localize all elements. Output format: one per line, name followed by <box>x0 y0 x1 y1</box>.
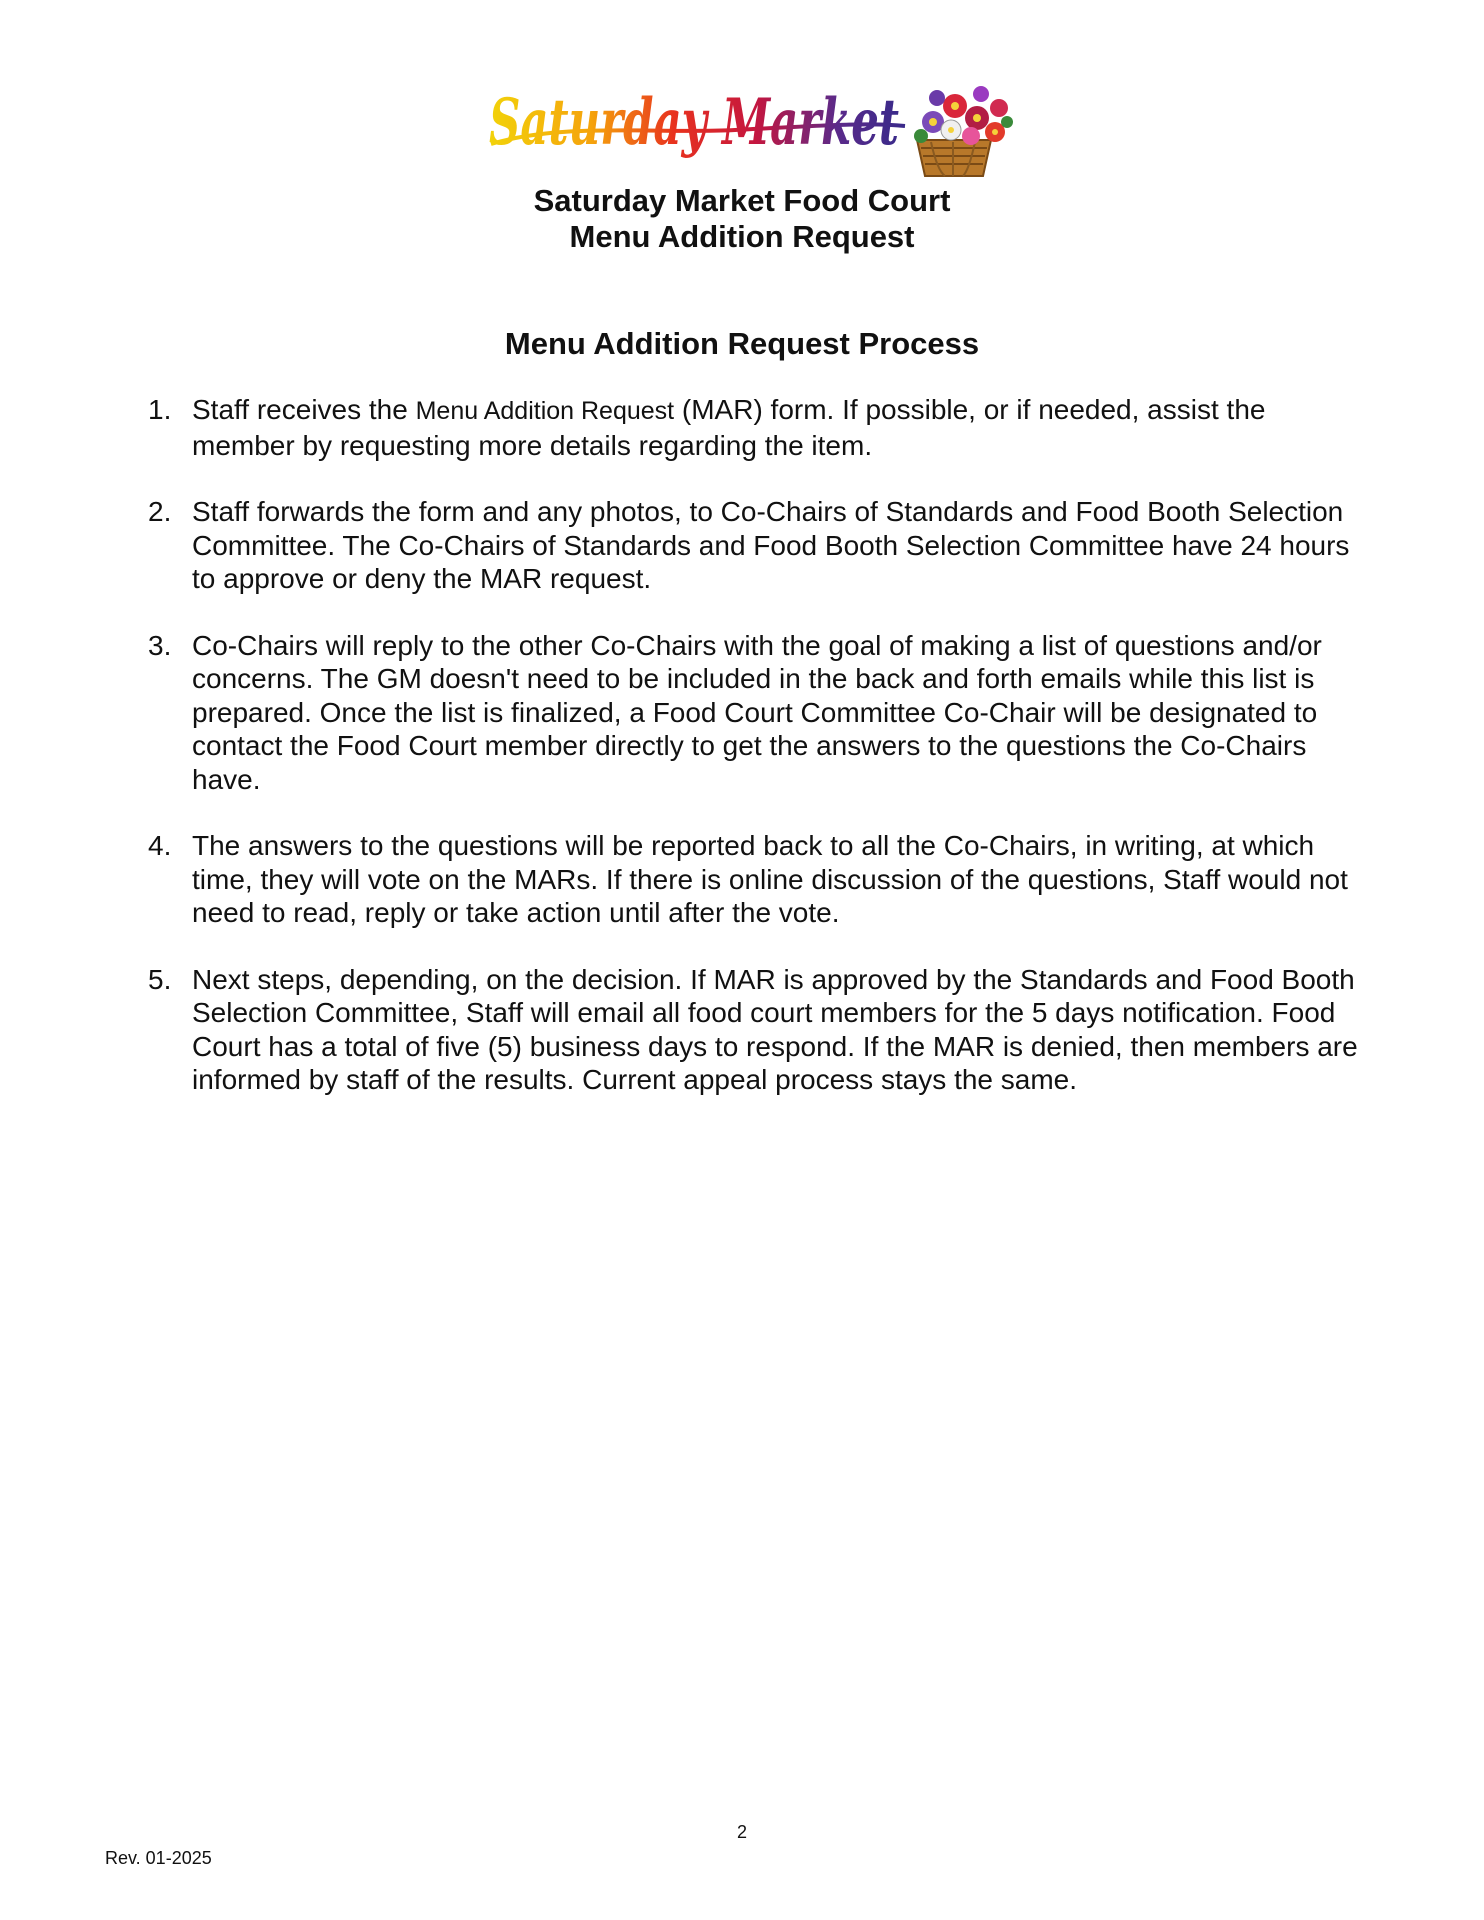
step-number: 3. <box>148 629 172 661</box>
logo-wordmark: Saturday Market <box>489 85 899 160</box>
process-steps-list <box>148 393 1358 1130</box>
page-number: 2 <box>736 1822 747 1842</box>
step-text: Staff forwards the form and any photos, to Co-Chairs of Standards and Food Booth Selection Committee. The Co-Chairs of Standards and Food Booth Selection Committee have 24 hours to approve or deny the MAR request. <box>192 496 1350 594</box>
document-title-line-1: Saturday Market Food Court <box>533 183 951 218</box>
saturday-market-logo <box>485 82 1015 180</box>
process-step <box>148 629 1358 797</box>
step-number: 5. <box>148 963 172 995</box>
flower-basket-icon <box>914 86 1013 176</box>
step-number: 4. <box>148 830 172 861</box>
step-text: Next steps, depending, on the decision. If MAR is approved by the Standards and Food Booth Selection Committee, Staff will email all food court members for the 5 days notification. Food Court has a total of five (5) business days to respond. If the MAR is denied, then members are informed by staff of the results. Current appeal process stays the same. <box>192 963 1358 1095</box>
process-step <box>148 829 1358 930</box>
document-title-line-2: Menu Addition Request <box>569 219 915 254</box>
step-text: Staff receives the Menu Addition Request (MAR) form. If possible, or if needed, assist the member by requesting more details regarding the item. <box>192 394 1266 461</box>
step-number: 2. <box>148 496 172 527</box>
section-heading: Menu Addition Request Process <box>504 326 980 361</box>
step-number: 1. <box>148 394 172 425</box>
process-step <box>148 495 1358 596</box>
process-step <box>148 393 1358 462</box>
step-text: The answers to the questions will be reported back to all the Co-Chairs, in writing, at which time, they will vote on the MARs. If there is online discussion of the questions, Staff would not need to read, reply or take action until after the vote. <box>192 830 1348 928</box>
revision-label: Rev. 01-2025 <box>105 1848 212 1868</box>
step-text: Co-Chairs will reply to the other Co-Chairs with the goal of making a list of questions and/or concerns. The GM doesn't need to be included in the back and forth emails while this list is prepared. Once the list is finalized, a Food Court Committee Co-Chair will be designated to contact the Food Court member directly to get the answers to the questions the Co-Chairs have. <box>192 629 1322 795</box>
process-step <box>148 963 1358 1097</box>
